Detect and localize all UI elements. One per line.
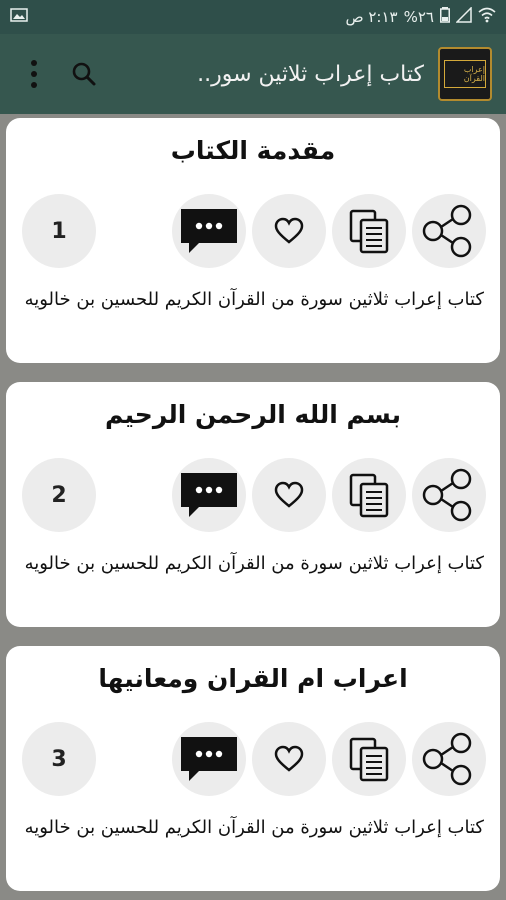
app-title: كتاب إعراب ثلاثين سور.. [197, 61, 424, 87]
share-icon [419, 729, 479, 789]
copy-button[interactable] [332, 458, 406, 532]
comment-icon [177, 205, 241, 257]
comment-icon [177, 733, 241, 785]
copy-icon [347, 207, 391, 255]
chapter-description: كتاب إعراب ثلاثين سورة من القرآن الكريم للحسين بن خالويه [24, 817, 484, 838]
app-logo [438, 47, 492, 101]
chapter-description: كتاب إعراب ثلاثين سورة من القرآن الكريم للحسين بن خالويه [24, 553, 484, 574]
copy-button[interactable] [332, 194, 406, 268]
copy-icon [347, 735, 391, 783]
chapter-title: مقدمة الكتاب [170, 136, 336, 165]
status-time: ٢:١٣ ص [345, 8, 398, 26]
chapter-description: كتاب إعراب ثلاثين سورة من القرآن الكريم للحسين بن خالويه [24, 289, 484, 310]
share-icon [419, 465, 479, 525]
comment-icon [177, 469, 241, 521]
heart-icon [274, 217, 304, 245]
status-bar [0, 0, 506, 34]
comment-button[interactable] [172, 722, 246, 796]
comment-button[interactable] [172, 194, 246, 268]
battery-icon [440, 7, 450, 27]
chapter-number: 3 [22, 722, 96, 796]
like-button[interactable] [252, 194, 326, 268]
copy-button[interactable] [332, 722, 406, 796]
wifi-icon [478, 7, 496, 27]
heart-icon [274, 745, 304, 773]
like-button[interactable] [252, 458, 326, 532]
chapter-card[interactable] [6, 646, 500, 891]
more-vert-icon[interactable] [22, 54, 46, 94]
chapter-number: 1 [22, 194, 96, 268]
chapter-title: بسم الله الرحمن الرحيم [105, 400, 401, 429]
comment-button[interactable] [172, 458, 246, 532]
share-icon [419, 201, 479, 261]
share-button[interactable] [412, 194, 486, 268]
like-button[interactable] [252, 722, 326, 796]
signal-icon [456, 7, 472, 27]
search-icon[interactable] [64, 54, 104, 94]
gallery-icon [10, 8, 28, 26]
logo-text: إعراب القرآن [444, 60, 486, 88]
chapter-card[interactable] [6, 382, 500, 627]
share-button[interactable] [412, 722, 486, 796]
heart-icon [274, 481, 304, 509]
chapter-title: اعراب ام القران ومعانيها [98, 664, 408, 693]
chapter-card[interactable] [6, 118, 500, 363]
copy-icon [347, 471, 391, 519]
app-bar [0, 34, 506, 114]
battery-percent: ٢٦% [403, 8, 434, 26]
share-button[interactable] [412, 458, 486, 532]
chapter-number: 2 [22, 458, 96, 532]
